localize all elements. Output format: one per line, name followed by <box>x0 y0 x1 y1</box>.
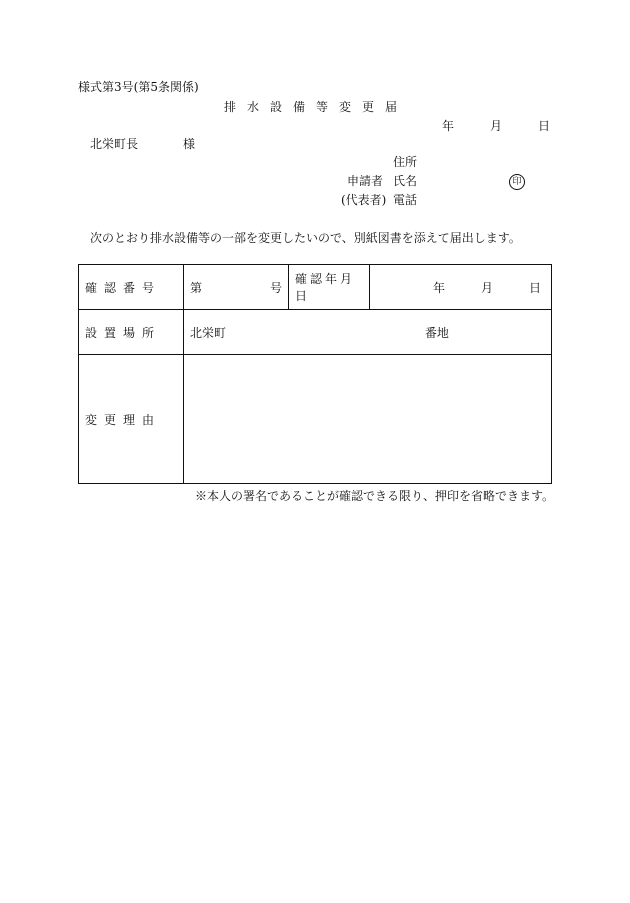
seal-mark <box>509 173 525 190</box>
confirmation-number-field[interactable] <box>184 265 289 310</box>
number-suffix: 号 <box>269 280 282 295</box>
addressee: 北栄町長 <box>90 137 139 151</box>
phone-label: 電話 <box>393 193 418 207</box>
number-prefix: 第 <box>190 280 203 295</box>
confirmation-date-field[interactable] <box>370 265 552 310</box>
change-reason-field[interactable] <box>184 355 552 484</box>
table-row <box>79 265 552 310</box>
location-town: 北栄町 <box>190 325 227 340</box>
form-number: 様式第3号(第5条関係) <box>78 80 199 94</box>
name-label: 氏名 <box>393 174 418 188</box>
installation-location-field[interactable] <box>184 310 552 355</box>
document-title: 排水設備等変更届 <box>224 100 409 114</box>
change-reason-label: 変更理由 <box>79 355 184 484</box>
location-lot: 番地 <box>424 325 449 340</box>
confirmation-date-value: 年 月 日 <box>432 280 545 295</box>
representative-label: (代表者) <box>341 193 387 207</box>
seal-icon: 印 <box>509 174 525 190</box>
body-text: 次のとおり排水設備等の一部を変更したいので、別紙図書を添えて届出します。 <box>90 231 521 245</box>
applicant-label: 申請者 <box>347 174 384 188</box>
confirmation-number-label: 確認番号 <box>79 265 184 310</box>
footnote: ※本人の署名であることが確認できる限り、押印を省略できます。 <box>195 489 555 503</box>
addressee-suffix: 様 <box>183 137 196 151</box>
submission-date: 年 月 日 <box>442 119 555 133</box>
table-row <box>79 355 552 484</box>
address-label: 住所 <box>393 155 418 169</box>
change-form-table <box>78 264 552 484</box>
table-row <box>79 310 552 355</box>
installation-location-label: 設置場所 <box>79 310 184 355</box>
confirmation-date-label: 確認年月日 <box>289 265 370 310</box>
